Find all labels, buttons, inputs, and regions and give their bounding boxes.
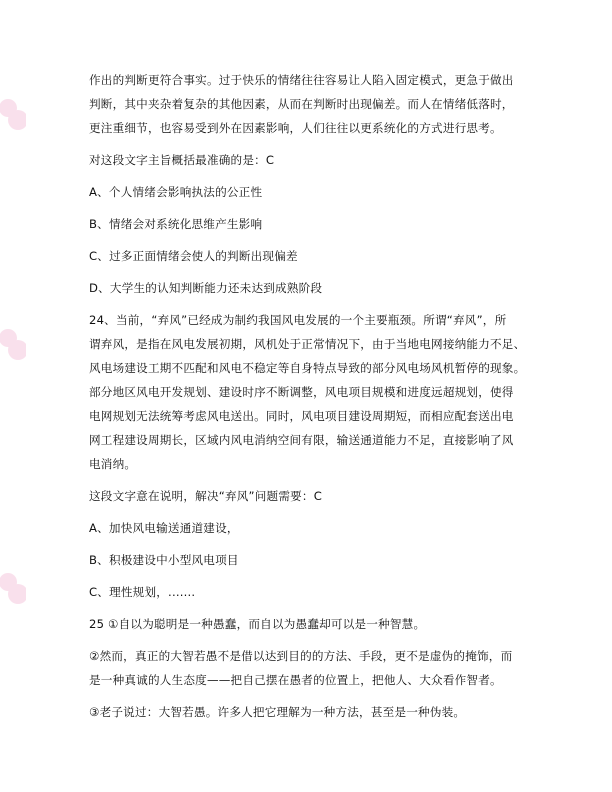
watermark-logo <box>0 566 26 612</box>
question-25-sentence-3: ③老子说过：大智若愚。许多人把它理解为一种方法，甚至是一种伪装。 <box>89 705 466 719</box>
question-25-sentence-1: 25 ①自以为聪明是一种愚蠢，而自以为愚蠢却可以是一种智慧。 <box>89 617 426 631</box>
passage-line: 判断，其中夹杂着复杂的其他因素，从而在判断时出现偏差。而人在情绪低落时， <box>89 97 514 111</box>
question-24-line: 风电场建设工期不匹配和风电不稳定等自身特点导致的部分风电场风机暂停的现象。 <box>89 361 526 375</box>
question-23-prompt: 对这段文字主旨概括最准确的是：C <box>89 153 275 167</box>
question-24-line: 网工程建设周期长，区域内风电消纳空间有限，输送通道能力不足，直接影响了风 <box>89 433 514 447</box>
question-24-line: 部分地区风电开发规划、建设时序不断调整，风电项目规模和进度远超规划，使得 <box>89 385 514 399</box>
question-25-sentence-2: ②然而，真正的大智若愚不是借以达到目的的方法、手段，更不是虚伪的掩饰，而 <box>89 649 513 663</box>
question-24-line: 电消纳。 <box>89 457 137 471</box>
watermark-logo <box>0 92 26 138</box>
question-24-line: 电网规划无法统筹考虑风电送出。同时，风电项目建设周期短，而相应配套送出电 <box>89 409 514 423</box>
q24-option-a: A、加快风电输送通道建设， <box>89 521 239 535</box>
q23-option-b: B、情绪会对系统化思维产生影响 <box>89 217 263 231</box>
q23-option-a: A、个人情绪会影响执法的公正性 <box>89 185 263 199</box>
q23-option-d: D、大学生的认知判断能力还未达到成熟阶段 <box>89 281 323 295</box>
watermark-logo <box>0 322 26 368</box>
question-24-line: 谓弃风，是指在风电发展初期，风机处于正常情况下，由于当地电网接纳能力不足、 <box>89 337 526 351</box>
passage-line: 作出的判断更符合事实。过于快乐的情绪往往容易让人陷入固定模式，更急于做出 <box>89 73 514 87</box>
question-24-prompt: 这段文字意在说明，解决“弃风”问题需要：C <box>89 489 322 503</box>
question-24-line: 24、当前，“弃风”已经成为制约我国风电发展的一个主要瓶颈。所谓“弃风”，所 <box>89 313 507 327</box>
q24-option-b: B、积极建设中小型风电项目 <box>89 553 239 567</box>
question-25-sentence-2: 是一种真诚的人生态度——把自己摆在愚者的位置上，把他人、大众看作智者。 <box>89 673 502 687</box>
document-content <box>89 68 529 724</box>
q24-option-c: C、理性规划，....... <box>89 585 196 599</box>
passage-line: 更注重细节，也容易受到外在因素影响，人们往往以更系统化的方式进行思考。 <box>89 121 502 135</box>
q23-option-c: C、过多正面情绪会使人的判断出现偏差 <box>89 249 298 263</box>
